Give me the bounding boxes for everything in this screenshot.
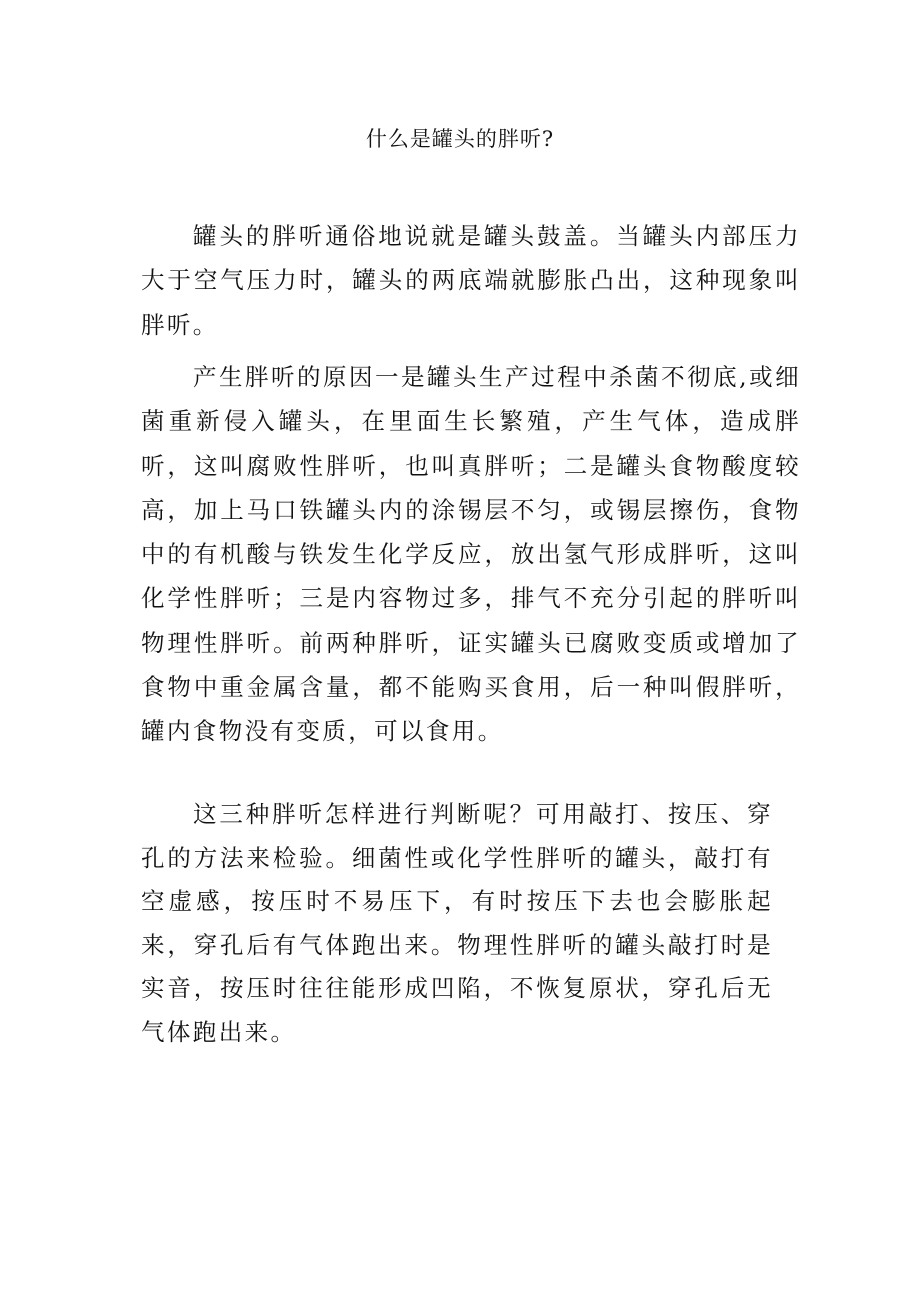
paragraph-3: 这三种胖听怎样进行判断呢？可用敲打、按压、穿孔的方法来检验。细菌性或化学性胖听的罐头，敲打有空虚感，按压时不易压下，有时按压下去也会膨胀起来，穿孔后有气体跑出来。物理性胖听的罐头敲打时是实音，按压时往往能形成凹陷，不恢复原状，穿孔后无气体跑出来。: [141, 800, 773, 1046]
paragraph-1: 罐头的胖听通俗地说就是罐头鼓盖。当罐头内部压力大于空气压力时，罐头的两底端就膨胀凸出，这种现象叫胖听。: [141, 222, 801, 339]
document-title: 什么是罐头的胖听?: [365, 127, 555, 151]
paragraph-2: 产生胖听的原因一是罐头生产过程中杀菌不彻底,或细菌重新侵入罐头，在里面生长繁殖，产生气体，造成胖听，这叫腐败性胖听，也叫真胖听；二是罐头食物酸度较高，加上马口铁罐头内的涂锡层不匀，或锡层擦伤，食物中的有机酸与铁发生化学反应，放出氢气形成胖听，这叫化学性胖听；三是内容物过多，排气不充分引起的胖听叫物理性胖听。前两种胖听，证实罐头已腐败变质或增加了食物中重金属含量，都不能购买食用，后一种叫假胖听，罐内食物没有变质，可以食用。: [141, 363, 801, 746]
